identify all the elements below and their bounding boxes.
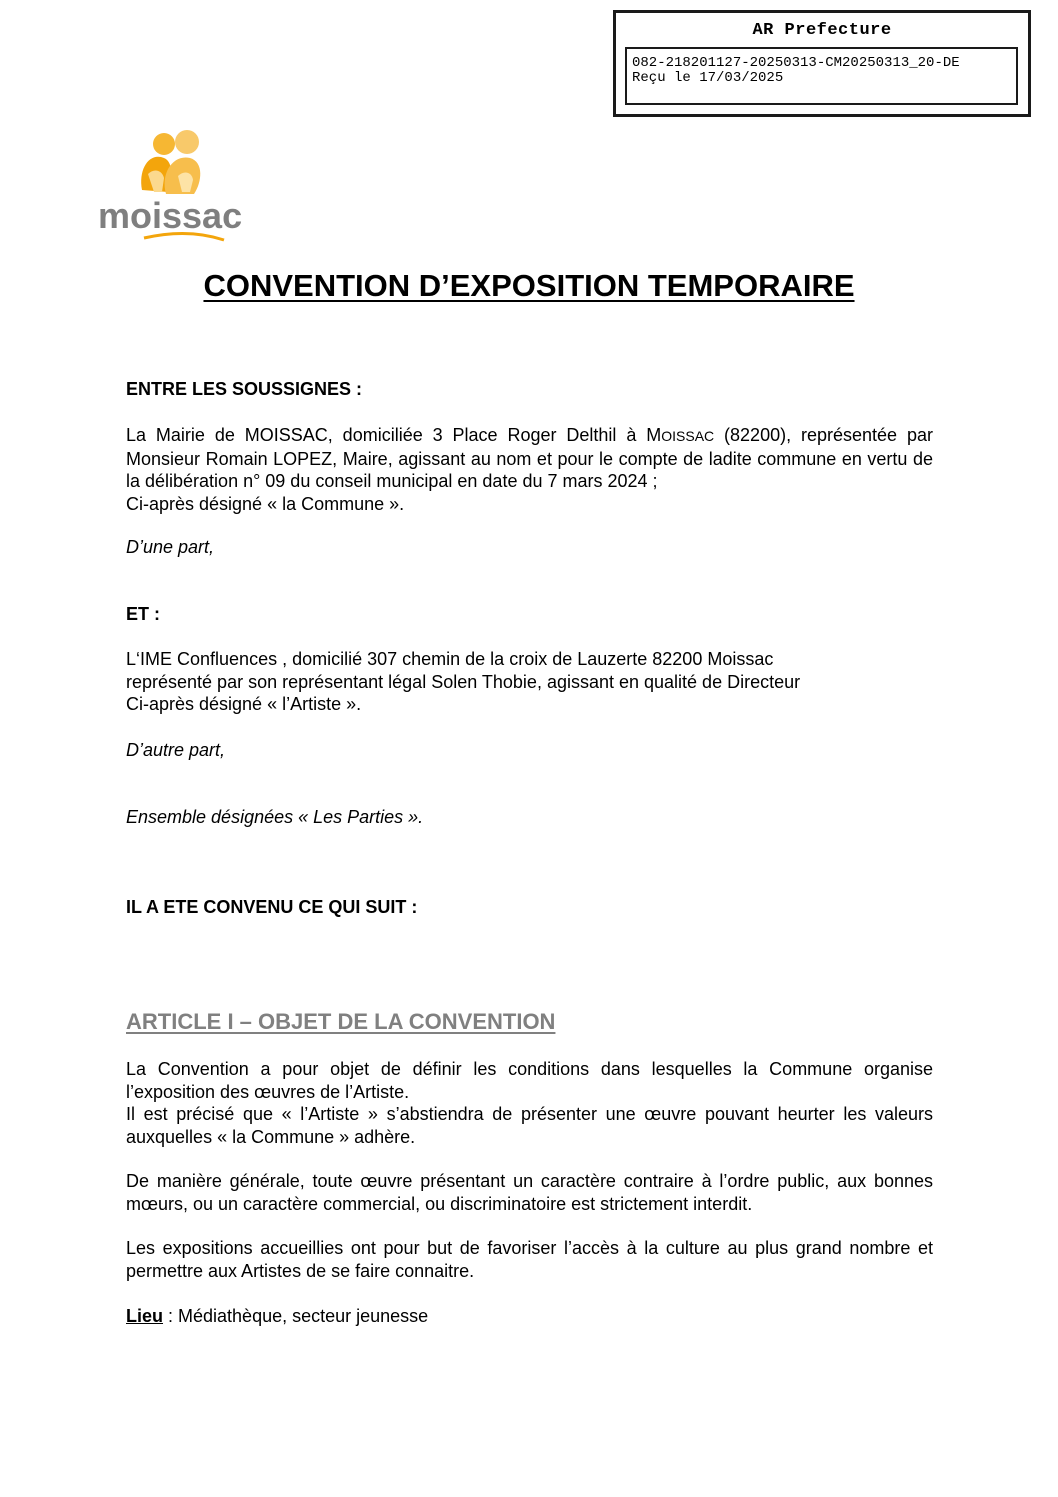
article1-para4: Les expositions accueillies ont pour but de favoriser l’accès à la culture au plus grand nombre et permettre aux Artistes de se faire connaitre.: [126, 1238, 933, 1281]
article1-heading: ARTICLE I – OBJET DE LA CONVENTION: [126, 1009, 556, 1034]
party2-side: D’autre part,: [126, 740, 226, 760]
stamp-title: AR Prefecture: [752, 21, 892, 40]
stamp-reference: 082-218201127-20250313-CM20250313_20-DE: [632, 55, 960, 71]
party2-designation: Ci-après désigné « l’Artiste ».: [126, 694, 362, 714]
article1-para2: Il est précisé que « l’Artiste » s’abstiendra de présenter une œuvre pouvant heurter les valeurs auxquelles « la Commune » adhère.: [126, 1104, 933, 1147]
location-label: Lieu: [126, 1306, 164, 1326]
logo-text: moissac: [98, 195, 242, 236]
stamp-received-date: Reçu le 17/03/2025: [632, 70, 784, 86]
article1-para1: La Convention a pour objet de définir les conditions dans lesquelles la Commune organise l’exposition des œuvres de l’Artiste.: [126, 1059, 933, 1102]
stamp-details: [625, 47, 1018, 105]
location-value: : Médiathèque, secteur jeunesse: [163, 1306, 429, 1326]
article1-para3: De manière générale, toute œuvre présentant un caractère contraire à l’ordre public, aux bonnes mœurs, ou un caractère commercial, ou discriminatoire est strictement interdit.: [126, 1171, 933, 1214]
party1-designation: Ci-après désigné « la Commune ».: [126, 493, 405, 514]
prefecture-stamp: [613, 10, 1031, 117]
and-heading: ET :: [126, 604, 160, 624]
moissac-logo: [98, 128, 242, 246]
location-line: [126, 1305, 933, 1328]
party2-line1: L‘IME Confluences , domicilié 307 chemin de la croix de Lauzerte 82200 Moissac: [126, 649, 774, 669]
together-statement: Ensemble désignées « Les Parties ».: [126, 807, 424, 827]
party1-side: D’une part,: [126, 537, 215, 557]
document-title: CONVENTION D’EXPOSITION TEMPORAIRE: [203, 268, 855, 303]
party1-block: [126, 424, 933, 515]
party2-line2: représenté par son représentant légal Solen Thobie, agissant en qualité de Directeur: [126, 671, 801, 692]
agreed-heading: IL A ETE CONVENU CE QUI SUIT :: [126, 897, 418, 917]
party1-description: La Mairie de MOISSAC, domiciliée 3 Place Roger Delthil à MOISSAC (82200), représentée par Monsieur Romain LOPEZ, Maire, agissant au nom et pour le compte de ladite commune en vertu de la délibération n° 09 du conseil municipal en date du 7 mars 2024 ;: [126, 425, 933, 491]
party2-block: [126, 648, 933, 716]
between-heading: ENTRE LES SOUSSIGNES :: [126, 379, 363, 399]
moissac-logo-graphic: [98, 128, 242, 246]
